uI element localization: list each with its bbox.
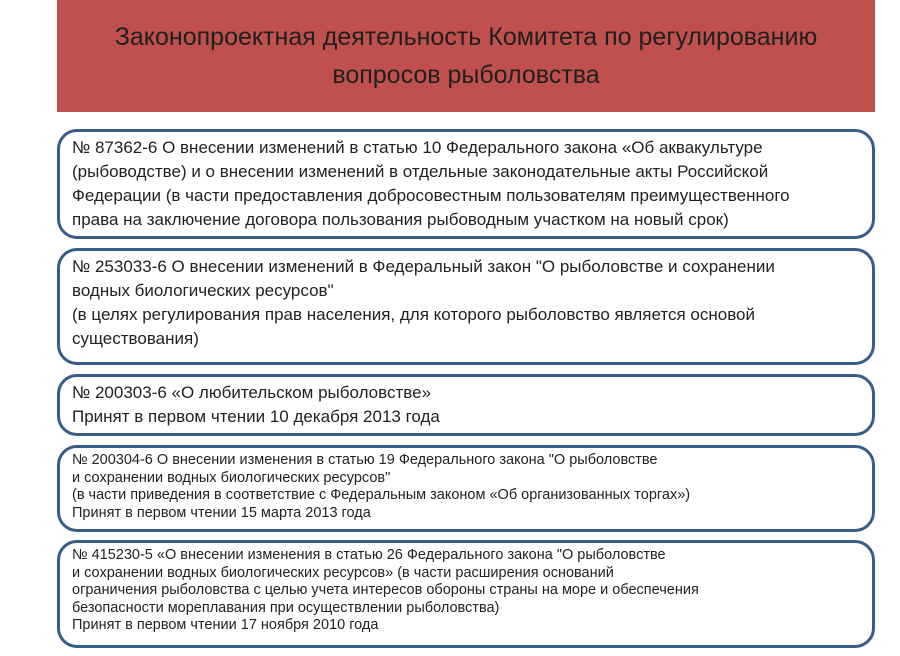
slide-title [115,18,817,94]
bill-text-line: № 87362-6 О внесении изменений в статью 10 Федерального закона «Об аквакультуре [72,138,763,157]
bill-text-line: (в части приведения в соответствие с Федеральным законом «Об организованных торгах») [72,487,691,503]
slide-title-line-1: Законопроектная деятельность Комитета по регулированию [114,23,818,51]
bill-text-line: и сохранении водных биологических ресурсов" [72,469,391,486]
bill-text-line: (рыбоводстве) и о внесении изменений в отдельные законодательные акты Российской [72,162,769,181]
bill-text-line: права на заключение договора пользования рыбоводным участком на новый срок) [72,210,729,229]
bill-box-87362-6 [57,129,875,239]
bill-box-200304-6 [57,445,875,532]
bill-text-line: Федерации (в части предоставления добросовестным пользователям преимущественного [72,186,790,205]
bill-text-line: № 200304-6 О внесении изменения в статью 19 Федерального закона "О рыболовстве [72,452,658,468]
bill-text-line: (в целях регулирования прав населения, для которого рыболовство является основой [72,305,755,324]
bill-text-line: № 200303-6 «О любительском рыболовстве» [72,383,432,402]
bill-box-200303-6 [57,374,875,436]
bill-status-line: Принят в первом чтении 15 марта 2013 года [72,504,371,521]
slide-header [57,0,875,112]
slide-title-line-2: вопросов рыболовства [332,61,600,89]
bill-status-line: Принят в первом чтении 10 декабря 2013 года [72,407,440,426]
bill-text-line: безопасности мореплавания при осуществлении рыболовства) [72,599,500,616]
bill-text-line: ограничения рыболовства с целью учета интересов обороны страны на море и обеспечения [72,582,699,598]
bill-text-line: № 253033-6 О внесении изменений в Федеральный закон "О рыболовстве и сохранении [72,257,775,276]
bill-text-line: № 415230-5 «О внесении изменения в статью 26 Федерального закона "О рыболовстве [72,547,666,563]
bill-status-line: Принят в первом чтении 17 ноября 2010 года [72,617,379,633]
bill-box-253033-6 [57,248,875,365]
bill-box-415230-5 [57,540,875,648]
bill-text-line: и сохранении водных биологических ресурсов» (в части расширения оснований [72,564,614,581]
bill-text-line: водных биологических ресурсов" [72,281,334,300]
bill-text-line: существования) [72,329,199,348]
